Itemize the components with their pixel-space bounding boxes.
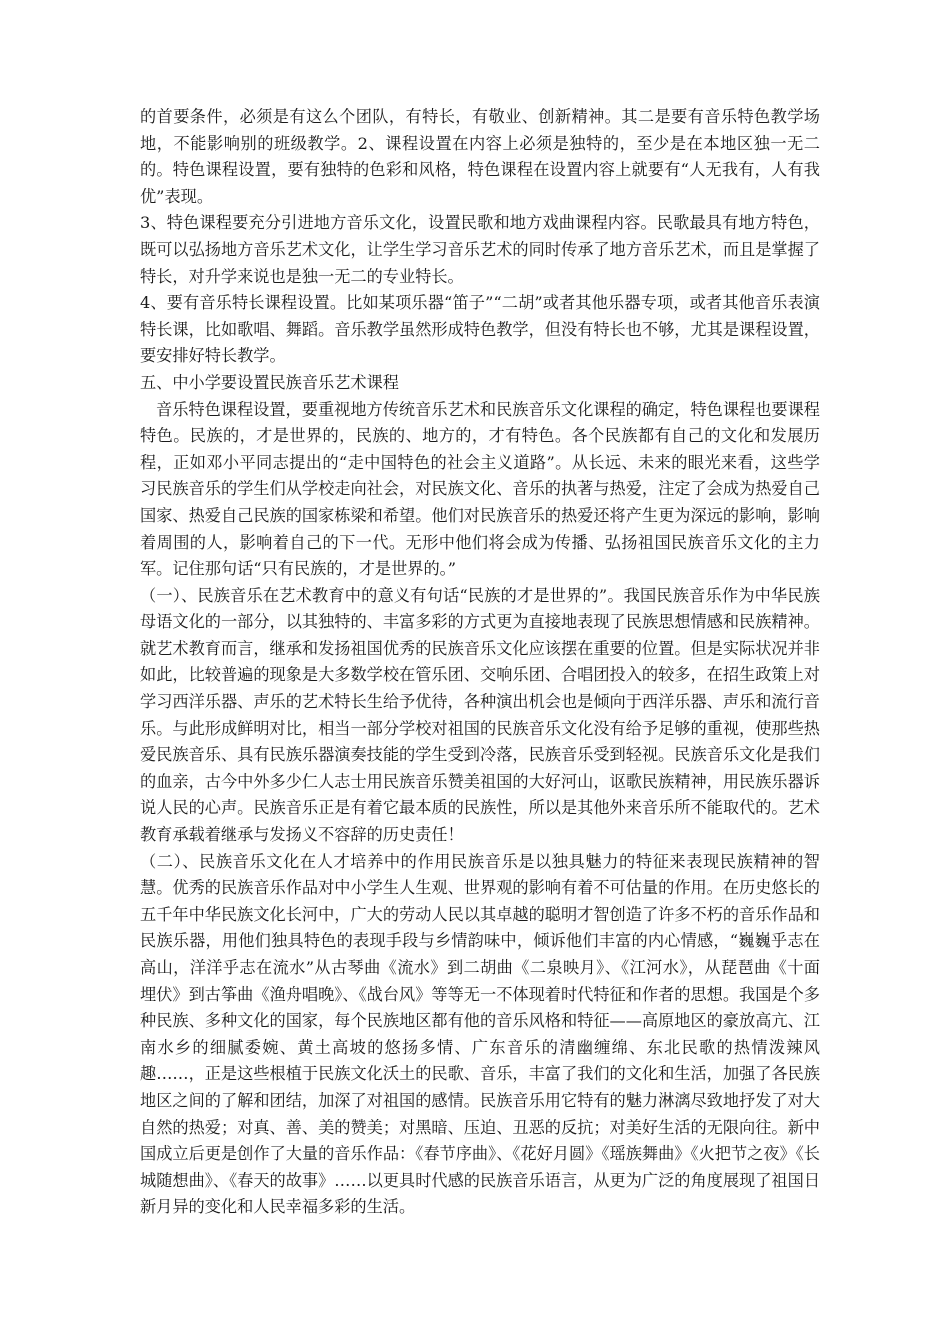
document-page [140,104,820,1221]
paragraph-local-music-culture: 3、特色课程要充分引进地方音乐文化，设置民歌和地方戏曲课程内容。民歌最具有地方特色，既可以弘扬地方音乐艺术文化，让学生学习音乐艺术的同时传承了地方音乐艺术，而且是掌握了特长，对升学来说也是独一无二的专业特长。 [140,213,820,286]
paragraph-role-in-talent-cultivation: （二）、民族音乐文化在人才培养中的作用民族音乐是以独具魅力的特征来表现民族精神的智慧。优秀的民族音乐作品对中小学生人生观、世界观的影响有着不可估量的作用。在历史悠长的五千年中华民族文化长河中，广大的劳动人民以其卓越的聪明才智创造了许多不朽的音乐作品和民族乐器，用他们独具特色的表现手段与乡情韵味中，倾诉他们丰富的内心情感，“巍巍乎志在高山，洋洋乎志在流水”从古琴曲《流水》到二胡曲《二泉映月》、《江河水》，从琵琶曲《十面埋伏》到古筝曲《渔舟唱晚》、《战台风》等等无一不体现着时代特征和作者的思想。我国是个多种民族、多种文化的国家，每个民族地区都有他的音乐风格和特征——高原地区的豪放高亢、江南水乡的细腻委婉、黄土高坡的悠扬多情、广东音乐的清幽缠绵、东北民歌的热情泼辣风趣……，正是这些根植于民族文化沃土的民歌、音乐，丰富了我们的文化和生活，加强了各民族地区之间的了解和团结，加深了对祖国的感情。民族音乐用它特有的魅力淋漓尽致地抒发了对大自然的热爱；对真、善、美的赞美；对黑暗、压迫、丑恶的反抗；对美好生活的无限向往。新中国成立后更是创作了大量的音乐作品：《春节序曲》、《花好月圆》《瑶族舞曲》《火把节之夜》《长城随想曲》、《春天的故事》……以更具时代感的民族音乐语言，从更为广泛的角度展现了祖国日新月异的变化和人民幸福多彩的生活。 [140,851,820,1217]
section-heading-five: 五、中小学要设置民族音乐艺术课程 [140,372,399,392]
paragraph-significance-in-art-education: （一）、民族音乐在艺术教育中的意义有句话“民族的才是世界的”。我国民族音乐作为中华民族母语文化的一部分，以其独特的、丰富多彩的方式更为直接地表现了民族思想情感和民族精神。就艺术教育而言，继承和发扬祖国优秀的民族音乐文化应该摆在重要的位置。但是实际状况并非如此，比较普遍的现象是大多数学校在管乐团、交响乐团、合唱团投入的较多，在招生政策上对学习西洋乐器、声乐的艺术特长生给予优待，各种演出机会也是倾向于西洋乐器、声乐和流行音乐。与此形成鲜明对比，相当一部分学校对祖国的民族音乐文化没有给予足够的重视，使那些热爱民族音乐、具有民族乐器演奏技能的学生受到冷落，民族音乐受到轻视。民族音乐文化是我们的血亲，古今中外多少仁人志士用民族音乐赞美祖国的大好河山，讴歌民族精神，用民族乐器诉说人民的心声。民族音乐正是有着它最本质的民族性，所以是其他外来音乐所不能取代的。艺术教育承载着继承与发扬义不容辞的历史责任！ [140,585,820,845]
paragraph-team-conditions: 的首要条件，必须是有这么个团队，有特长，有敬业、创新精神。其二是要有音乐特色教学场地，不能影响别的班级教学。2、课程设置在内容上必须是独特的，至少是在本地区独一无二的。特色课程设置，要有独特的色彩和风格，特色课程在设置内容上就要有“人无我有，人有我优”表现。 [140,107,820,206]
paragraph-national-music-courses: 音乐特色课程设置，要重视地方传统音乐艺术和民族音乐文化课程的确定，特色课程也要课程特色。民族的，才是世界的，民族的、地方的，才有特色。各个民族都有自己的文化和发展历程，正如邓小平同志提出的“走中国特色的社会主义道路”。从长远、未来的眼光来看，这些学习民族音乐的学生们从学校走向社会，对民族文化、音乐的执著与热爱，注定了会成为热爱自己国家、热爱自己民族的国家栋梁和希望。他们对民族音乐的热爱还将产生更为深远的影响，影响着周围的人，影响着自己的下一代。无形中他们将会成为传播、弘扬祖国民族音乐文化的主力军。记住那句话“只有民族的，才是世界的。” [140,399,820,579]
paragraph-specialty-courses: 4、要有音乐特长课程设置。比如某项乐器“笛子”“二胡”或者其他乐器专项，或者其他音乐表演特长课，比如歌唱、舞蹈。音乐教学虽然形成特色教学，但没有特长也不够，尤其是课程设置，要安排好特长教学。 [140,293,820,366]
